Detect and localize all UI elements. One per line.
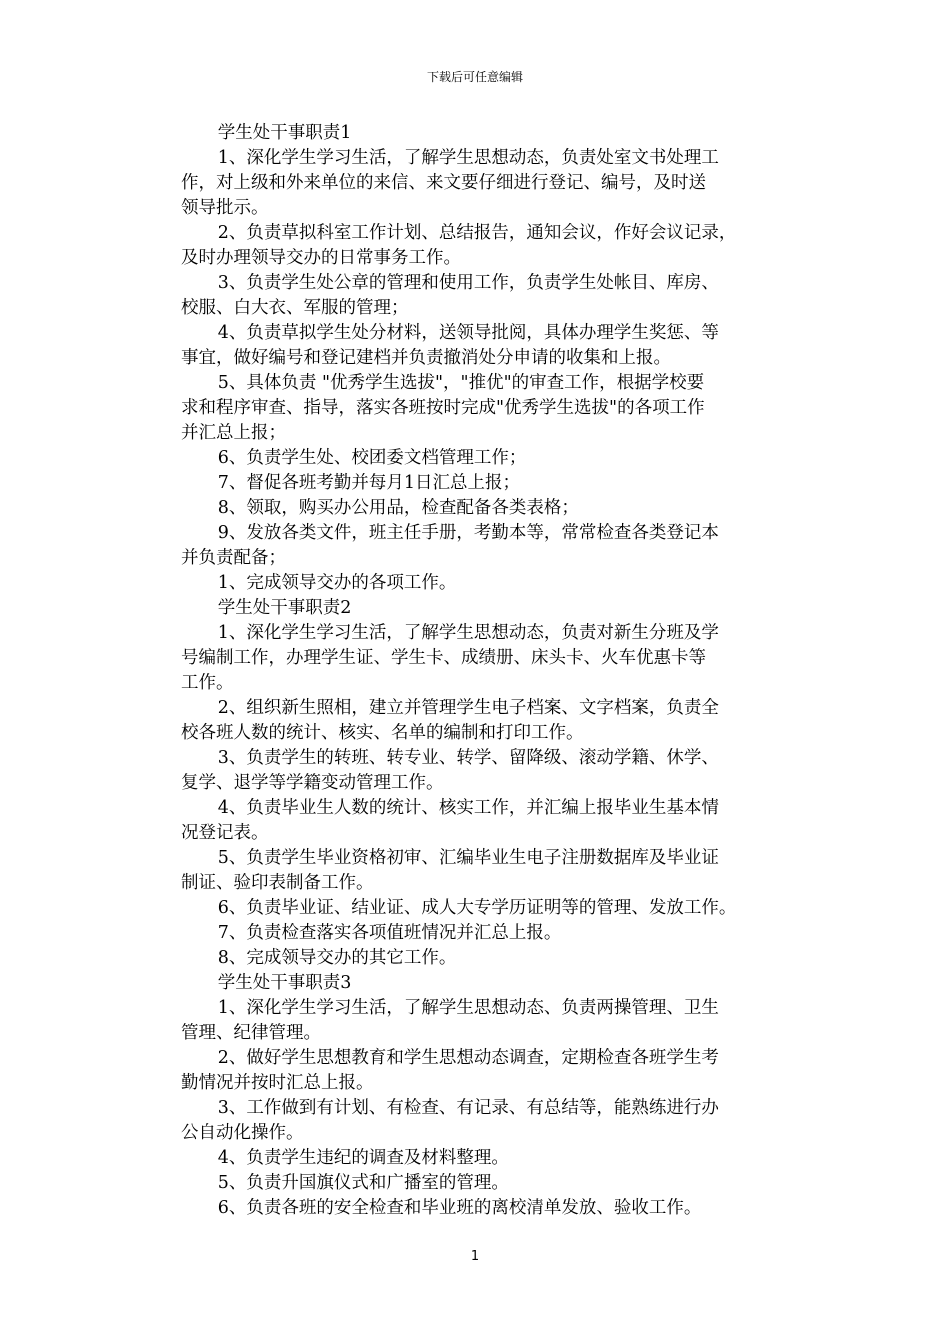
page-header: 下载后可任意编辑 — [426, 70, 523, 84]
paragraph-line: 2、做好学生思想教育和学生思想动态调查，定期检查各班学生考 — [217, 1048, 719, 1068]
paragraph-line: 7、负责检查落实各项值班情况并汇总上报。 — [217, 923, 562, 943]
paragraph-line: 1、深化学生学习生活，了解学生思想动态，负责处室文书处理工 — [217, 148, 719, 168]
paragraph-line: 8、领取，购买办公用品，检查配备各类表格； — [217, 498, 579, 518]
paragraph-continuation-line: 制证、验印表制备工作。 — [181, 873, 374, 893]
paragraph-continuation-line: 复学、退学等学籍变动管理工作。 — [181, 773, 444, 793]
paragraph-line: 8、完成领导交办的其它工作。 — [217, 948, 457, 968]
paragraph-line: 6、负责毕业证、结业证、成人大专学历证明等的管理、发放工作。 — [217, 898, 737, 918]
paragraph-continuation-line: 求和程序审查、指导，落实各班按时完成"优秀学生选拔"的各项工作 — [181, 398, 705, 418]
document-body — [181, 121, 781, 1221]
paragraph-continuation-line: 勤情况并按时汇总上报。 — [181, 1073, 374, 1093]
paragraph-line: 4、负责学生违纪的调查及材料整理。 — [217, 1148, 509, 1168]
paragraph-continuation-line: 校各班人数的统计、核实、名单的编制和打印工作。 — [181, 723, 584, 743]
paragraph-line: 3、工作做到有计划、有检查、有记录、有总结等，能熟练进行办 — [217, 1098, 719, 1118]
paragraph-continuation-line: 工作。 — [181, 673, 234, 693]
paragraph-continuation-line: 领导批示。 — [181, 198, 269, 218]
paragraph-line: 3、负责学生处公章的管理和使用工作，负责学生处帐目、库房、 — [217, 273, 719, 293]
paragraph-line: 学生处干事职责3 — [217, 973, 352, 993]
paragraph-line: 5、具体负责 "优秀学生选拔"，"推优"的审查工作，根据学校要 — [217, 373, 705, 393]
paragraph-continuation-line: 并负责配备； — [181, 548, 286, 568]
paragraph-line: 学生处干事职责1 — [217, 123, 352, 143]
page-number: 1 — [470, 1249, 480, 1264]
paragraph-continuation-line: 公自动化操作。 — [181, 1123, 304, 1143]
paragraph-continuation-line: 管理、纪律管理。 — [181, 1023, 321, 1043]
paragraph-line: 3、负责学生的转班、转专业、转学、留降级、滚动学籍、休学、 — [217, 748, 719, 768]
paragraph-line: 6、负责各班的安全检查和毕业班的离校清单发放、验收工作。 — [217, 1198, 702, 1218]
paragraph-line: 1、深化学生学习生活，了解学生思想动态、负责两操管理、卫生 — [217, 998, 719, 1018]
paragraph-continuation-line: 并汇总上报； — [181, 423, 286, 443]
paragraph-continuation-line: 作，对上级和外来单位的来信、来文要仔细进行登记、编号，及时送 — [181, 173, 706, 193]
paragraph-continuation-line: 及时办理领导交办的日常事务工作。 — [181, 248, 461, 268]
paragraph-line: 5、负责学生毕业资格初审、汇编毕业生电子注册数据库及毕业证 — [217, 848, 719, 868]
paragraph-line: 5、负责升国旗仪式和广播室的管理。 — [217, 1173, 509, 1193]
paragraph-continuation-line: 校服、白大衣、军服的管理； — [181, 298, 409, 318]
paragraph-continuation-line: 号编制工作，办理学生证、学生卡、成绩册、床头卡、火车优惠卡等 — [181, 648, 706, 668]
paragraph-line: 2、组织新生照相，建立并管理学生电子档案、文字档案，负责全 — [217, 698, 719, 718]
paragraph-line: 1、完成领导交办的各项工作。 — [217, 573, 457, 593]
paragraph-line: 4、负责草拟学生处分材料，送领导批阅，具体办理学生奖惩、等 — [217, 323, 719, 343]
paragraph-line: 1、深化学生学习生活，了解学生思想动态，负责对新生分班及学 — [217, 623, 719, 643]
paragraph-line: 学生处干事职责2 — [217, 598, 352, 618]
paragraph-continuation-line: 况登记表。 — [181, 823, 269, 843]
paragraph-line: 4、负责毕业生人数的统计、核实工作，并汇编上报毕业生基本情 — [217, 798, 719, 818]
paragraph-line: 9、发放各类文件，班主任手册，考勤本等，常常检查各类登记本 — [217, 523, 719, 543]
paragraph-line: 6、负责学生处、校团委文档管理工作； — [217, 448, 527, 468]
paragraph-continuation-line: 事宜，做好编号和登记建档并负责撤消处分申请的收集和上报。 — [181, 348, 671, 368]
paragraph-line: 7、督促各班考勤并每月1日汇总上报； — [217, 473, 521, 493]
paragraph-line: 2、负责草拟科室工作计划、总结报告，通知会议，作好会议记录， — [217, 223, 737, 243]
